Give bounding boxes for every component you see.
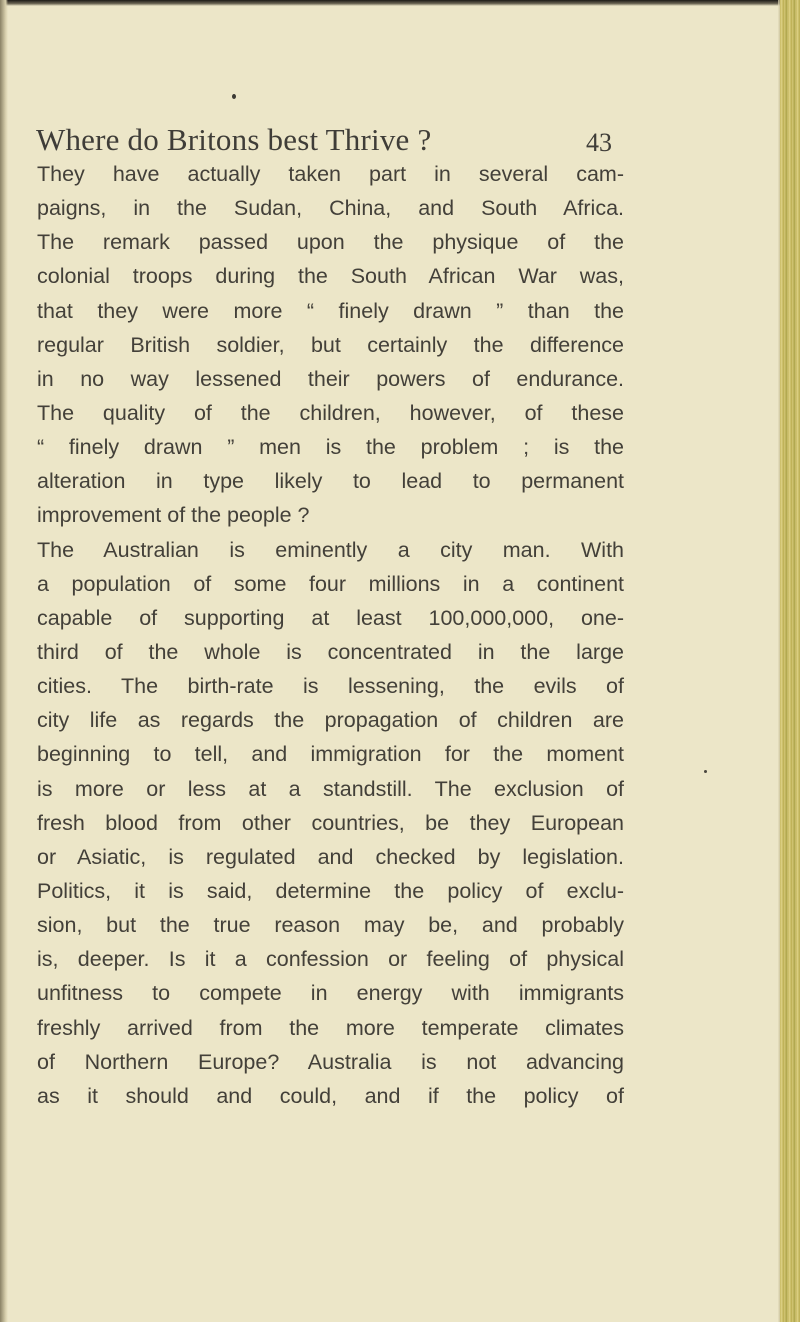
text-line: city life as regards the propagation of children are (37, 708, 624, 733)
text-line: or Asiatic, is regulated and checked by legislation. (37, 844, 624, 869)
text-line: in no way lessened their powers of endurance. (37, 366, 624, 391)
text-line: unfitness to compete in energy with immigrants (37, 981, 624, 1006)
text-line: They have actually taken part in several cam- (37, 162, 624, 186)
page-number: 43 (586, 128, 612, 157)
page-top-shadow (0, 0, 800, 6)
text-line: sion, but the true reason may be, and probably (37, 913, 624, 938)
book-binding-gutter (780, 0, 800, 1322)
margin-ink-speck (704, 770, 707, 773)
text-line: The quality of the children, however, of these (37, 400, 624, 425)
text-line: a population of some four millions in a continent (37, 571, 624, 596)
text-line: is more or less at a standstill. The exclusion of (37, 776, 624, 801)
text-line: colonial troops during the South African War was, (37, 264, 624, 289)
text-line: is, deeper. Is it a confession or feeling of physical (37, 947, 624, 972)
text-line: “ finely drawn ” men is the problem ; is the (37, 435, 624, 460)
running-title: Where do Britons best Thrive ? (36, 122, 432, 157)
text-line: of Northern Europe? Australia is not advancing (37, 1049, 624, 1074)
text-line: freshly arrived from the more temperate climates (37, 1015, 624, 1040)
body-text (37, 157, 637, 1113)
ink-speck (232, 94, 236, 99)
text-line: paigns, in the Sudan, China, and South Africa. (37, 196, 624, 221)
page-left-edge (0, 0, 8, 1322)
text-line: as it should and could, and if the policy of (37, 1083, 624, 1108)
text-line: The remark passed upon the physique of the (37, 230, 624, 255)
text-line: Politics, it is said, determine the policy of exclu- (37, 878, 624, 903)
text-line: regular British soldier, but certainly the difference (37, 332, 624, 357)
text-line: alteration in type likely to lead to permanent (37, 469, 624, 494)
text-line: fresh blood from other countries, be they European (37, 810, 624, 835)
text-line: capable of supporting at least 100,000,000, one- (37, 605, 624, 630)
text-line: beginning to tell, and immigration for the moment (37, 742, 624, 767)
text-line: The Australian is eminently a city man. With (37, 537, 624, 562)
text-line: third of the whole is concentrated in the large (37, 639, 624, 664)
text-line: that they were more “ finely drawn ” than the (37, 298, 624, 323)
text-line: improvement of the people ? (37, 503, 310, 528)
text-line: cities. The birth-rate is lessening, the evils of (37, 674, 624, 699)
